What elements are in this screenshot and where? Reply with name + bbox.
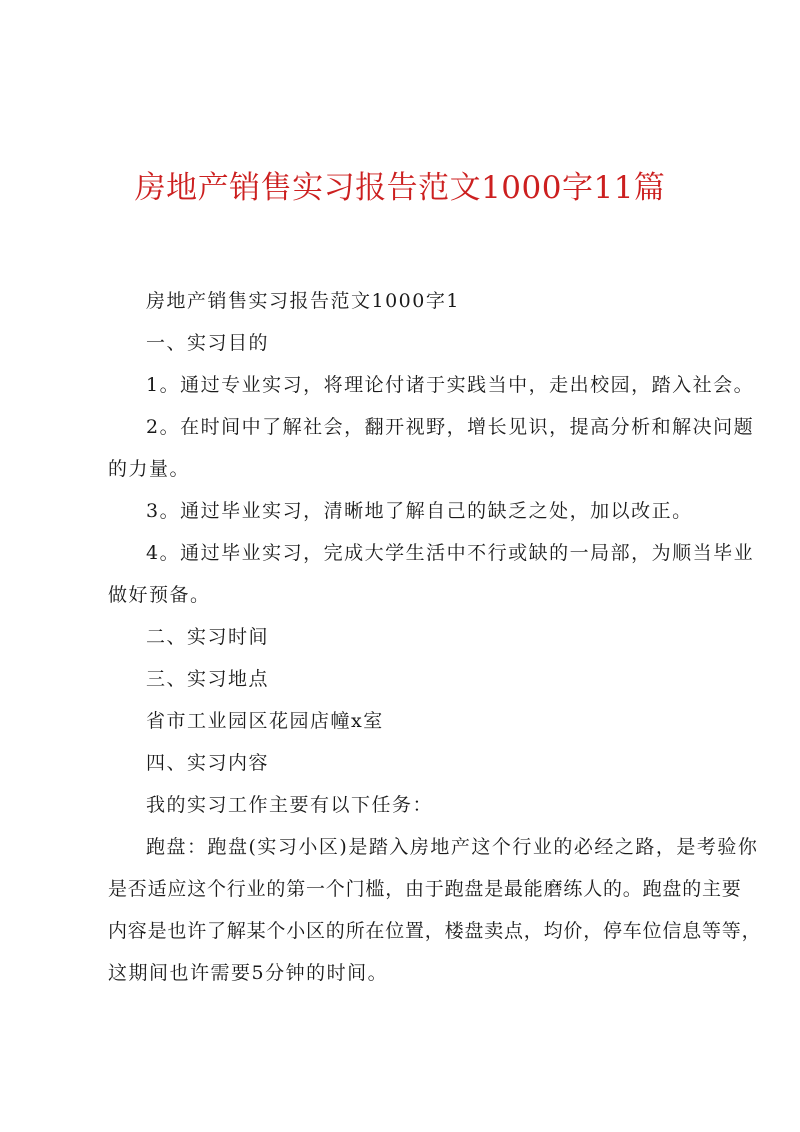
paragraph-line: 三、实习地点 <box>146 668 270 690</box>
paragraph-line: 省市工业园区花园店幢x室 <box>146 710 384 732</box>
paragraph-line: 四、实习内容 <box>146 752 270 774</box>
document-title: 房地产销售实习报告范文1000字11篇 <box>134 170 666 206</box>
paragraph-line: 一、实习目的 <box>146 332 270 354</box>
paragraph-line: 二、实习时间 <box>146 626 270 648</box>
paragraph-line: 1。通过专业实习，将理论付诸于实践当中，走出校园，踏入社会。 <box>146 374 755 396</box>
paragraph-line: 3。通过毕业实习，清晰地了解自己的缺乏之处，加以改正。 <box>146 500 693 522</box>
paragraph-line: 是否适应这个行业的第一个门槛，由于跑盘是最能磨练人的。跑盘的主要 <box>108 878 742 900</box>
paragraph-line: 跑盘：跑盘(实习小区)是踏入房地产这个行业的必经之路，是考验你 <box>146 836 759 858</box>
section-heading: 房地产销售实习报告范文1000字1 <box>146 290 460 312</box>
paragraph-line: 这期间也许需要5分钟的时间。 <box>108 962 389 984</box>
paragraph-line: 2。在时间中了解社会，翻开视野，增长见识，提高分析和解决问题 <box>146 416 755 438</box>
paragraph-line: 内容是也许了解某个小区的所在位置，楼盘卖点，均价，停车位信息等等， <box>108 920 762 942</box>
paragraph-line: 的力量。 <box>108 458 191 480</box>
paragraph-line: 做好预备。 <box>108 584 211 606</box>
paragraph-line: 4。通过毕业实习，完成大学生活中不行或缺的一局部，为顺当毕业 <box>146 542 755 564</box>
paragraph-line: 我的实习工作主要有以下任务： <box>146 794 434 816</box>
